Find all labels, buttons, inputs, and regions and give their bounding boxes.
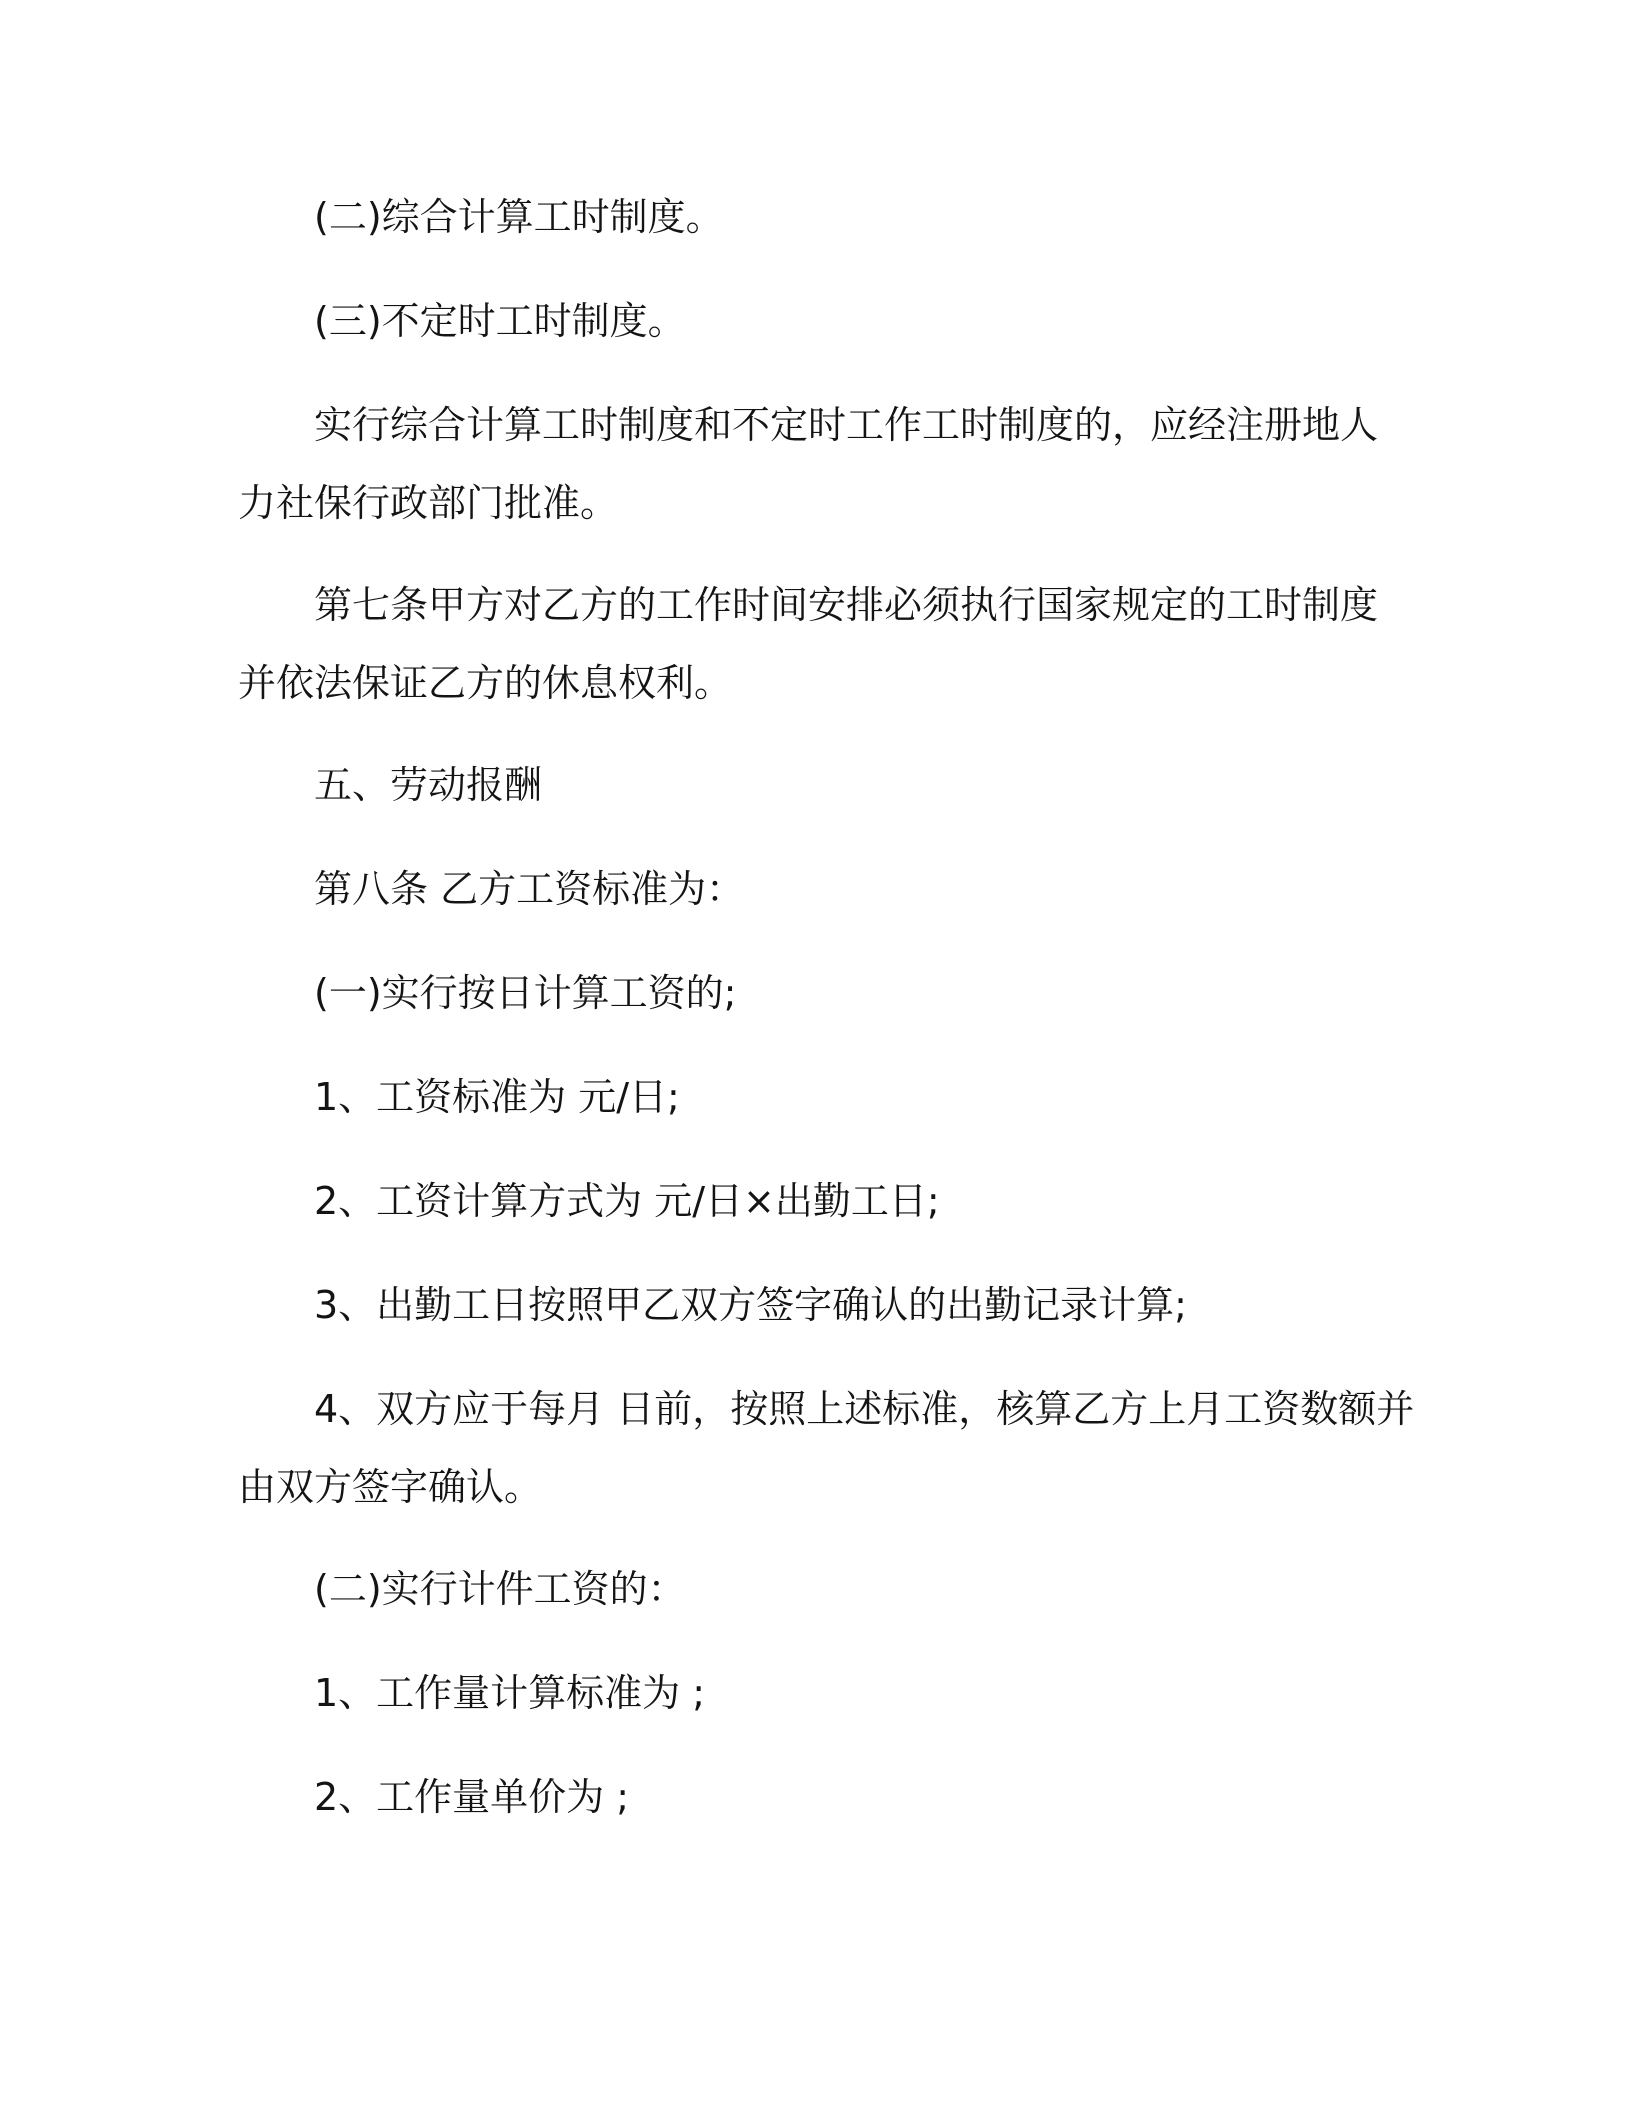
text-line-11: 2、工资计算方式为 元/日×出勤工日; <box>314 1179 940 1223</box>
text-line-4: 力社保行政部门批准。 <box>238 481 619 525</box>
text-line-6: 并依法保证乙方的休息权利。 <box>238 661 733 705</box>
text-line-9: (一)实行按日计算工资的; <box>314 971 737 1015</box>
text-line-3: 实行综合计算工时制度和不定时工作工时制度的，应经注册地人 <box>314 403 1379 447</box>
text-line-12: 3、出勤工日按照甲乙双方签字确认的出勤记录计算; <box>314 1283 1187 1327</box>
text-line-13: 4、双方应于每月 日前，按照上述标准，核算乙方上月工资数额并 <box>314 1387 1415 1431</box>
text-line-2: (三)不定时工时制度。 <box>314 299 686 343</box>
text-line-14: 由双方签字确认。 <box>238 1465 543 1509</box>
text-line-15: (二)实行计件工资的： <box>314 1567 686 1611</box>
text-line-16: 1、工作量计算标准为 ; <box>314 1671 706 1715</box>
text-line-8: 第八条 乙方工资标准为： <box>314 867 745 911</box>
text-line-10: 1、工资标准为 元/日; <box>314 1075 680 1119</box>
text-line-1: (二)综合计算工时制度。 <box>314 195 724 239</box>
text-line-5: 第七条甲方对乙方的工作时间安排必须执行国家规定的工时制度 <box>314 583 1379 627</box>
section-heading: 五、劳动报酬 <box>314 763 543 807</box>
text-line-17: 2、工作量单价为 ; <box>314 1775 630 1819</box>
